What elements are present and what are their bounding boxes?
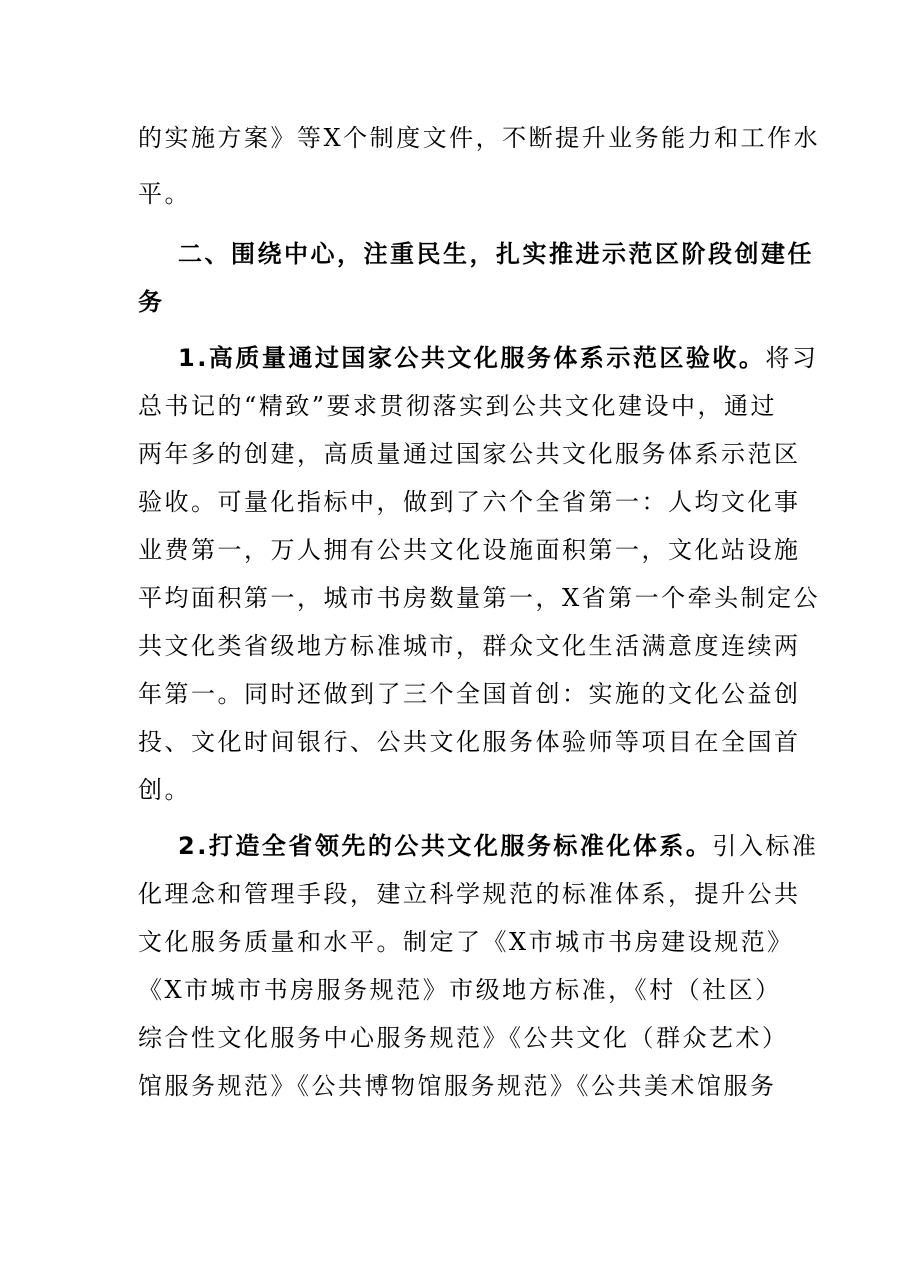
text-line: 综合性文化服务中心服务规范》《公共文化（群众艺术）	[138, 1024, 789, 1052]
text-line: 共文化类省级地方标准城市，群众文化生活满意度连续两	[138, 632, 801, 660]
text-line: 两年多的创建，高质量通过国家公共文化服务体系示范区	[138, 440, 801, 468]
paragraph-2-first-line	[178, 826, 818, 866]
text-line: 验收。可量化指标中，做到了六个全省第一：人均文化事	[138, 488, 801, 516]
paragraph-1-first-line	[178, 338, 818, 378]
text-line: 馆服务规范》《公共博物馆服务规范》《公共美术馆服务	[138, 1072, 777, 1100]
text-line: 平均面积第一，城市书房数量第一，X省第一个牵头制定公	[138, 584, 821, 612]
text-line: 平。	[138, 180, 191, 208]
text-line: 《X市城市书房服务规范》市级地方标准，《村（社区）	[138, 976, 782, 1004]
paragraph-1-title: 1.高质量通过国家公共文化服务体系示范区验收。	[178, 344, 766, 372]
text-line: 文化服务质量和水平。制定了《X市城市书房建设规范》	[138, 928, 794, 956]
paragraph-1-text: 将习	[765, 344, 819, 372]
text-line: 年第一。同时还做到了三个全国首创：实施的文化公益创	[138, 680, 801, 708]
text-line: 化理念和管理手段，建立科学规范的标准体系，提升公共	[138, 880, 801, 908]
paragraph-2-text: 引入标准	[712, 832, 819, 860]
text-line: 的实施方案》等X个制度文件，不断提升业务能力和工作水	[138, 124, 821, 152]
text-line: 业费第一，万人拥有公共文化设施面积第一，文化站设施	[138, 536, 801, 564]
text-line: 总书记的“精致”要求贯彻落实到公共文化建设中，通过	[138, 392, 778, 420]
section-heading-cont: 务	[138, 288, 165, 316]
paragraph-2-title: 2.打造全省领先的公共文化服务标准化体系。	[178, 832, 713, 860]
section-heading: 二、围绕中心，注重民生，扎实推进示范区阶段创建任	[178, 240, 814, 268]
text-line: 创。	[138, 776, 191, 804]
text-line: 投、文化时间银行、公共文化服务体验师等项目在全国首	[138, 728, 801, 756]
